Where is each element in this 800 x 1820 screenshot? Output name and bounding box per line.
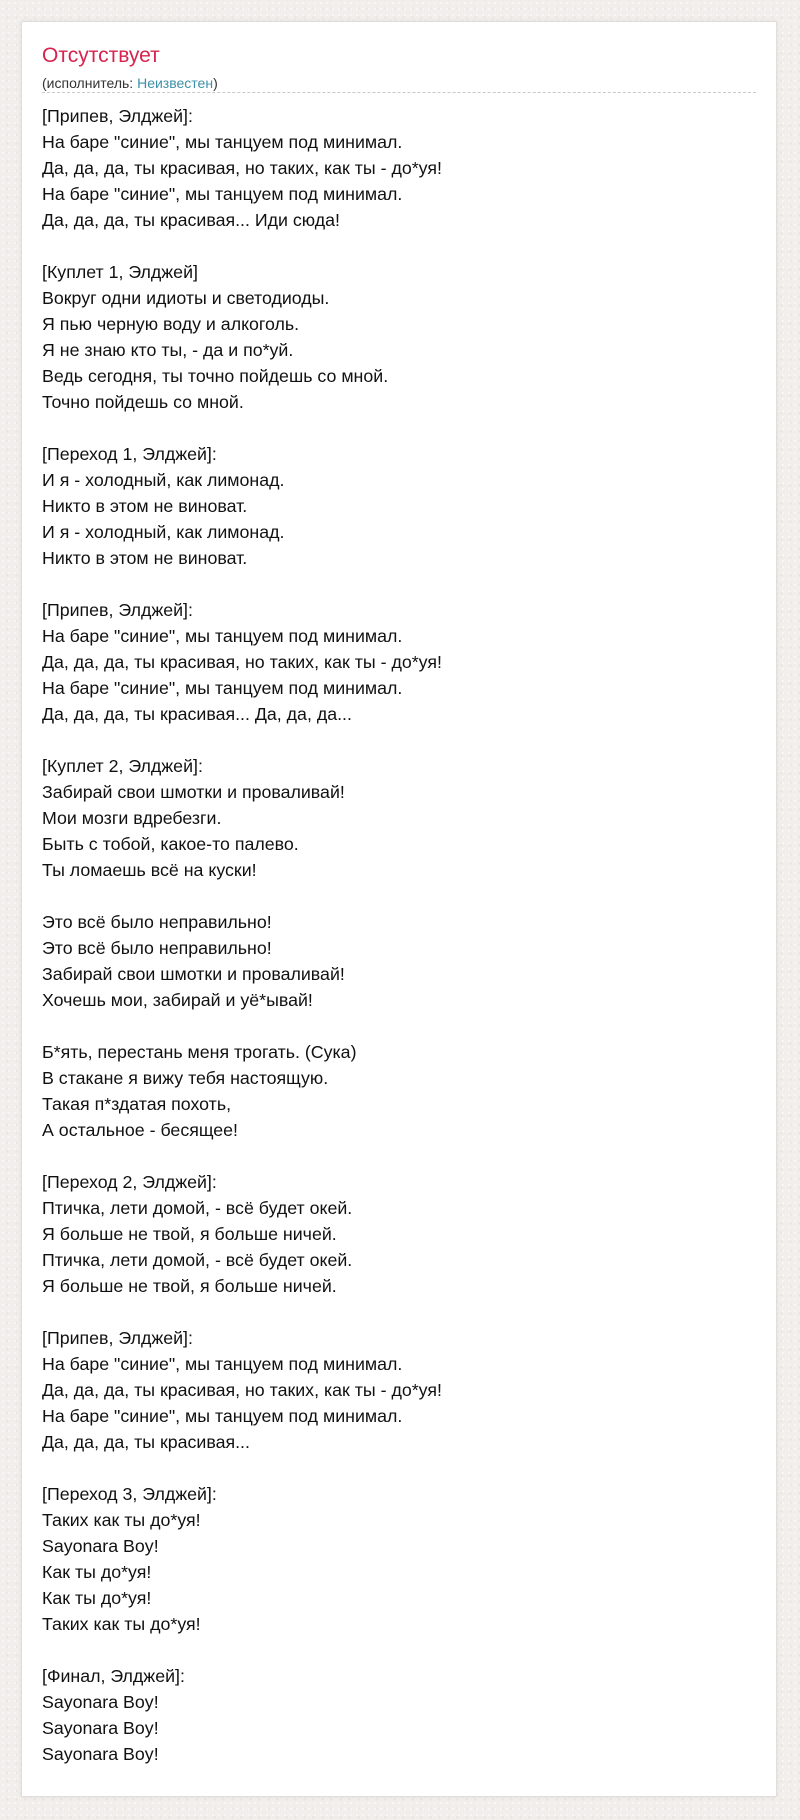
lyric-line: Хочешь мои, забирай и уё*ывай! (42, 990, 313, 1010)
lyric-blank-line (42, 571, 742, 597)
lyric-line: Я не знаю кто ты, - да и по*уй. (42, 340, 294, 360)
lyric-line: Никто в этом не виноват. (42, 496, 248, 516)
song-title: Отсутствует (42, 44, 160, 67)
artist-link[interactable]: Неизвестен (137, 75, 214, 91)
lyric-line: [Переход 2, Элджей]: (42, 1172, 217, 1192)
lyric-line: На баре "синие", мы танцуем под минимал. (42, 626, 403, 646)
lyric-line: Никто в этом не виноват. (42, 548, 248, 568)
lyric-blank-line (42, 1013, 742, 1039)
lyric-line: Таких как ты до*уя! (42, 1614, 201, 1634)
lyric-line: [Переход 3, Элджей]: (42, 1484, 217, 1504)
lyric-line: Как ты до*уя! (42, 1588, 152, 1608)
lyric-line: Ты ломаешь всё на куски! (42, 860, 257, 880)
lyric-line: И я - холодный, как лимонад. (42, 522, 285, 542)
lyric-line: Это всё было неправильно! (42, 938, 272, 958)
lyric-line: Забирай свои шмотки и проваливай! (42, 964, 345, 984)
lyric-line: Sayonara Boy! (42, 1536, 159, 1556)
lyric-line: И я - холодный, как лимонад. (42, 470, 285, 490)
lyric-line: [Припев, Элджей]: (42, 600, 193, 620)
lyric-blank-line (42, 727, 742, 753)
lyric-line: Птичка, лети домой, - всё будет окей. (42, 1250, 353, 1270)
lyric-line: [Переход 1, Элджей]: (42, 444, 217, 464)
artist-prefix: (исполнитель: (42, 75, 138, 91)
lyric-line: Да, да, да, ты красивая... (42, 1432, 250, 1452)
lyric-blank-line (42, 1637, 742, 1663)
lyric-blank-line (42, 1299, 742, 1325)
artist-line (42, 75, 218, 91)
lyric-line: Быть с тобой, какое-то палево. (42, 834, 299, 854)
title-divider (42, 92, 756, 93)
lyric-line: Sayonara Boy! (42, 1692, 159, 1712)
lyric-blank-line (42, 1143, 742, 1169)
lyric-line: Б*ять, перестань меня трогать. (Сука) (42, 1042, 357, 1062)
lyric-line: Я пью черную воду и алкоголь. (42, 314, 300, 334)
lyric-blank-line (42, 883, 742, 909)
lyric-line: Вокруг одни идиоты и светодиоды. (42, 288, 330, 308)
lyric-line: Я больше не твой, я больше ничей. (42, 1224, 337, 1244)
lyric-line: [Припев, Элджей]: (42, 1328, 193, 1348)
lyric-line: Да, да, да, ты красивая... Да, да, да... (42, 704, 352, 724)
lyric-line: А остальное - бесящее! (42, 1120, 238, 1140)
lyric-line: Мои мозги вдребезги. (42, 808, 222, 828)
lyric-line: Sayonara Boy! (42, 1744, 159, 1764)
lyric-line: [Куплет 1, Элджей] (42, 262, 198, 282)
lyric-line: Да, да, да, ты красивая, но таких, как ты - до*уя! (42, 158, 442, 178)
lyric-line: Такая п*здатая похоть, (42, 1094, 232, 1114)
lyric-line: На баре "синие", мы танцуем под минимал. (42, 1354, 403, 1374)
lyric-line: Точно пойдешь со мной. (42, 392, 244, 412)
lyric-line: Забирай свои шмотки и проваливай! (42, 782, 345, 802)
lyric-line: Как ты до*уя! (42, 1562, 152, 1582)
lyric-line: Sayonara Boy! (42, 1718, 159, 1738)
lyric-line: Да, да, да, ты красивая, но таких, как ты - до*уя! (42, 1380, 442, 1400)
lyric-line: На баре "синие", мы танцуем под минимал. (42, 678, 403, 698)
lyric-line: На баре "синие", мы танцуем под минимал. (42, 132, 403, 152)
lyric-line: Птичка, лети домой, - всё будет окей. (42, 1198, 353, 1218)
lyric-line: [Финал, Элджей]: (42, 1666, 185, 1686)
lyric-blank-line (42, 1455, 742, 1481)
lyric-line: Это всё было неправильно! (42, 912, 272, 932)
lyric-line: На баре "синие", мы танцуем под минимал. (42, 184, 403, 204)
lyric-line: В стакане я вижу тебя настоящую. (42, 1068, 329, 1088)
lyric-blank-line (42, 415, 742, 441)
lyric-line: На баре "синие", мы танцуем под минимал. (42, 1406, 403, 1426)
lyrics-card (21, 21, 777, 1797)
lyric-line: Я больше не твой, я больше ничей. (42, 1276, 337, 1296)
lyric-line: [Куплет 2, Элджей]: (42, 756, 203, 776)
lyric-line: Да, да, да, ты красивая, но таких, как ты - до*уя! (42, 652, 442, 672)
lyric-line: Да, да, да, ты красивая... Иди сюда! (42, 210, 340, 230)
lyric-line: Таких как ты до*уя! (42, 1510, 201, 1530)
artist-suffix: ) (213, 75, 218, 91)
lyric-line: [Припев, Элджей]: (42, 106, 193, 126)
lyric-line: Ведь сегодня, ты точно пойдешь со мной. (42, 366, 389, 386)
lyrics-text (42, 103, 742, 1767)
lyric-blank-line (42, 233, 742, 259)
